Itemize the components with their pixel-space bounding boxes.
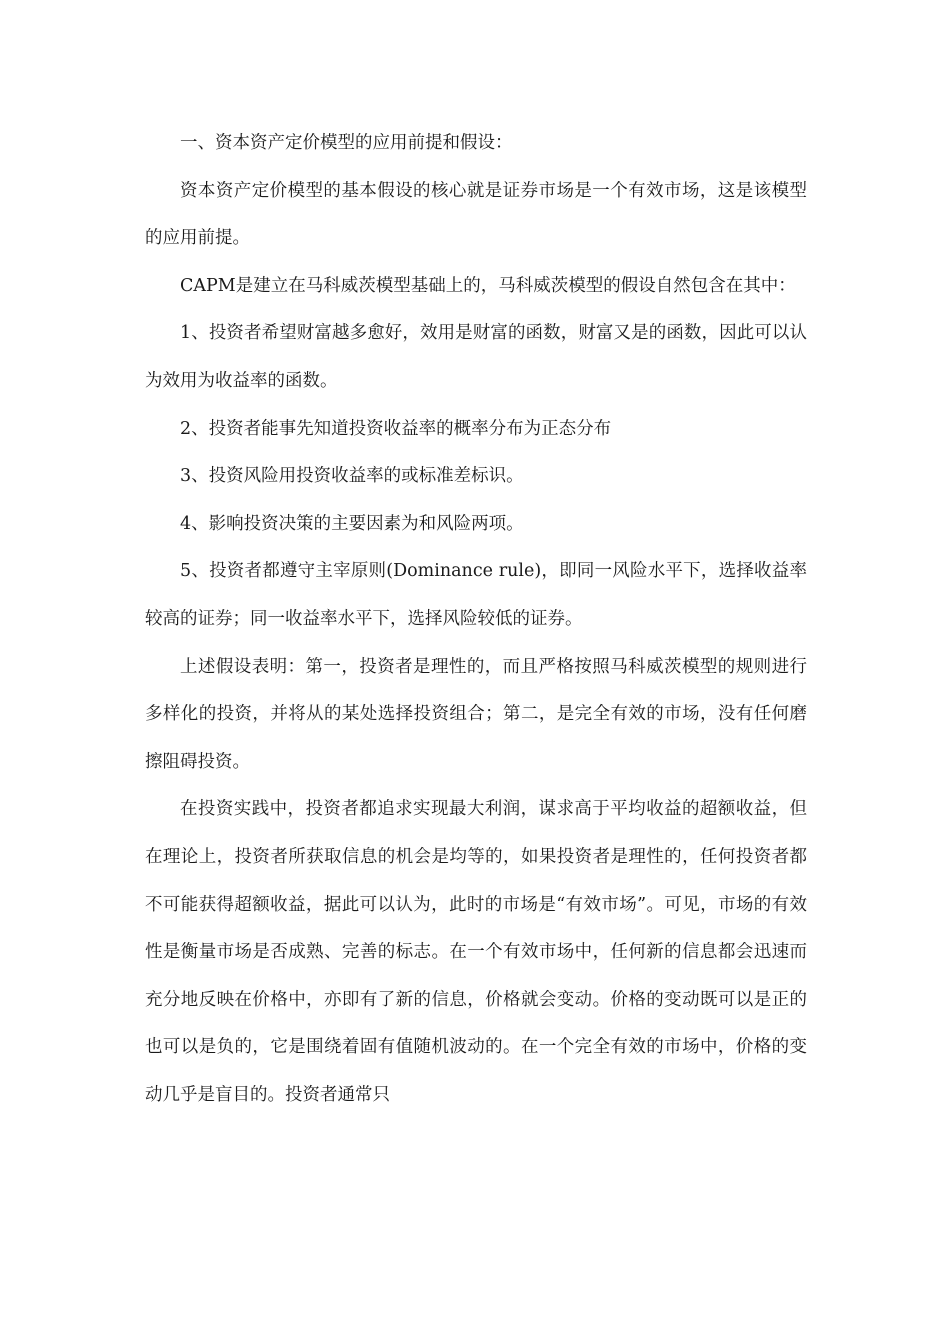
paragraph: CAPM是建立在马科威茨模型基础上的，马科威茨模型的假设自然包含在其中： [180,275,796,296]
paragraph: 上述假设表明：第一，投资者是理性的，而且严格按照马科威茨模型的规则进行多样化的投资，并将从的某处选择投资组合；第二，是完全有效的市场，没有任何磨擦阻碍投资。 [145,656,807,772]
list-item: 4、影响投资决策的主要因素为和风险两项。 [180,513,524,534]
document-body [145,120,807,1119]
list-item: 5、投资者都遵守主宰原则(Dominance rule)，即同一风险水平下，选择收益率较高的证券；同一收益率水平下，选择风险较低的证券。 [145,561,807,629]
list-item: 1、投资者希望财富越多愈好，效用是财富的函数，财富又是的函数，因此可以认为效用为收益率的函数。 [145,323,807,391]
list-item: 2、投资者能事先知道投资收益率的概率分布为正态分布 [180,418,612,439]
list-item: 3、投资风险用投资收益率的或标准差标识。 [180,466,524,487]
paragraph: 在投资实践中，投资者都追求实现最大利润，谋求高于平均收益的超额收益，但在理论上，投资者所获取信息的机会是均等的，如果投资者是理性的，任何投资者都不可能获得超额收益，据此可以认为，此时的市场是“有效市场”。可见，市场的有效性是衡量市场是否成熟、完善的标志。在一个有效市场中，任何新的信息都会迅速而充分地反映在价格中，亦即有了新的信息，价格就会变动。价格的变动既可以是正的也可以是负的，它是围绕着固有值随机波动的。在一个完全有效的市场中，价格的变动几乎是盲目的。投资者通常只 [145,799,807,1105]
paragraph: 资本资产定价模型的基本假设的核心就是证券市场是一个有效市场，这是该模型的应用前提。 [145,180,807,249]
section-heading: 一、资本资产定价模型的应用前提和假设： [180,133,513,153]
